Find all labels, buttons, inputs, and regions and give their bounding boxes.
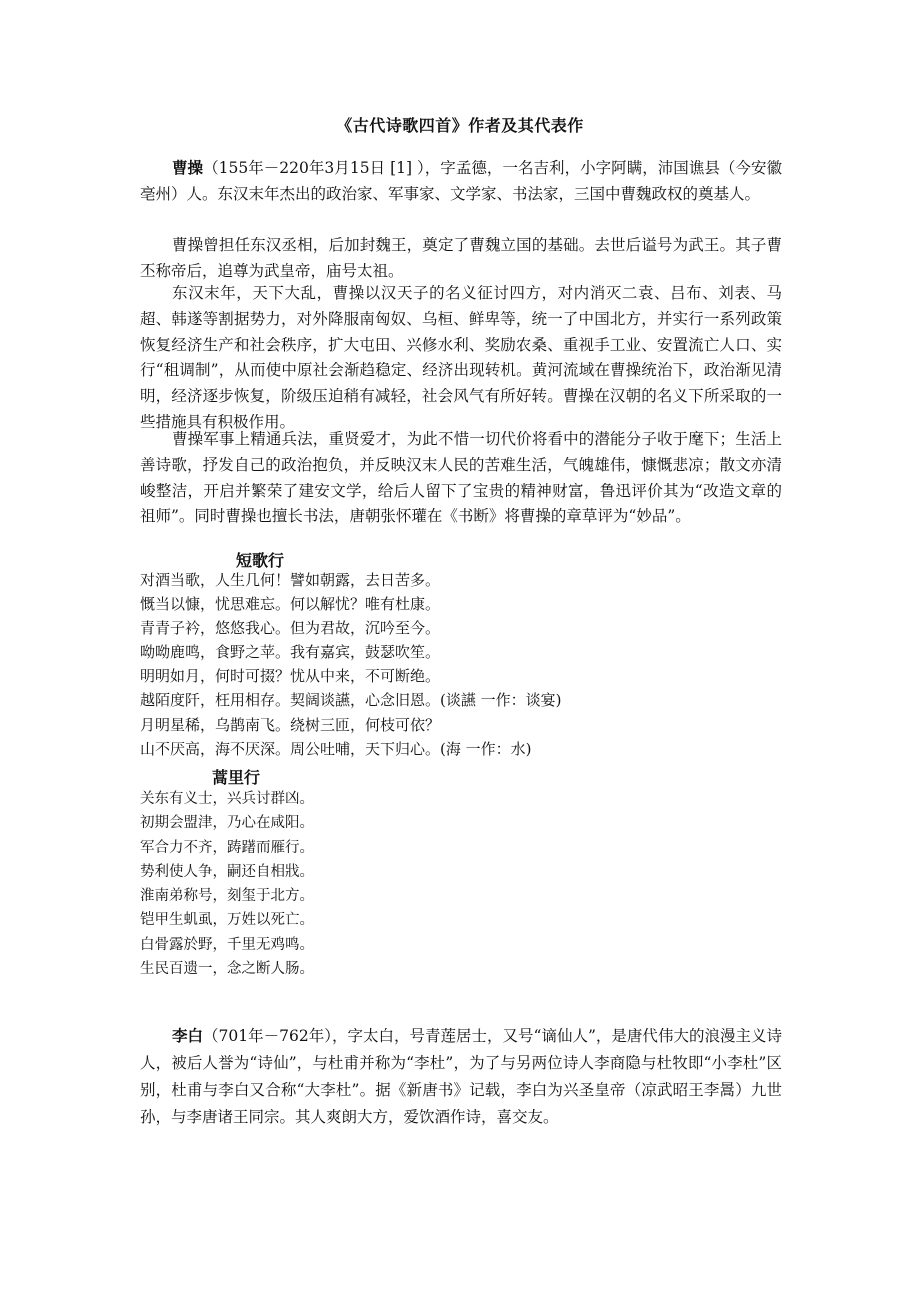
caocao-paragraph-4: 曹操军事上精通兵法，重贤爱才，为此不惜一切代价将看中的潜能分子收于麾下；生活上善诗歌，抒发自己的政治抱负，并反映汉末人民的苦难生活，气魄雄伟，慷慨悲凉；散文亦清峻整洁，开启并繁荣了建安文学，给后人留下了宝贵的精神财富，鲁迅评价其为“改造文章的祖师”。同时曹操也擅长书法，唐朝张怀瓘在《书断》将曹操的章草评为“妙品”。	[140, 430, 782, 526]
libai-intro-paragraph	[140, 1023, 782, 1131]
poem-line: 对酒当歌，人生几何！譬如朝露，去日苦多。	[140, 571, 441, 589]
poem-line: 铠甲生虮虱，万姓以死亡。	[140, 912, 314, 929]
poem-line: 初期会盟津，乃心在咸阳。	[140, 815, 314, 832]
poem-line: 势利使人争，嗣还自相戕。	[140, 863, 314, 880]
libai-name: 李白	[172, 1027, 204, 1045]
poem-line: 越陌度阡，枉用相存。契阔谈讌，心念旧恩。(谈讌 一作：谈宴)	[140, 691, 562, 710]
poem-duangexing	[140, 568, 561, 761]
poem-line: 淮南弟称号，刻玺于北方。	[140, 888, 314, 905]
poem-line: 山不厌高，海不厌深。周公吐哺，天下归心。(海 一作：水)	[140, 739, 532, 758]
caocao-paragraph-3: 东汉末年，天下大乱，曹操以汉天子的名义征讨四方，对内消灭二袁、吕布、刘表、马超、韩遂等割据势力，对外降服南匈奴、乌桓、鲜卑等，统一了中国北方，并实行一系列政策恢复经济生产和社会秩序，扩大屯田、兴修水利、奖励农桑、重视手工业、安置流亡人口、实行“租调制”，从而使中原社会渐趋稳定、经济出现转机。黄河流域在曹操统治下，政治渐见清明，经济逐步恢复，阶级压迫稍有减轻，社会风气有所好转。曹操在汉朝的名义下所采取的一些措施具有积极作用。	[140, 284, 782, 431]
poem-line: 关东有义士，兴兵讨群凶。	[140, 791, 314, 807]
poem-line: 生民百遗一，念之断人肠。	[140, 961, 314, 978]
poem-haolixing	[140, 787, 314, 981]
poem-line: 呦呦鹿鸣，食野之苹。我有嘉宾，鼓瑟吹笙。	[140, 643, 441, 662]
document-title: 《古代诗歌四首》作者及其代表作	[336, 116, 584, 135]
caocao-name: 曹操	[172, 159, 204, 177]
poem-line: 白骨露於野，千里无鸡鸣。	[140, 936, 314, 953]
poem-line: 青青子衿，悠悠我心。但为君故，沉吟至今。	[140, 619, 441, 638]
caocao-paragraph-2: 曹操曾担任东汉丞相，后加封魏王，奠定了曹魏立国的基础。去世后谥号为武王。其子曹丕称帝后，追尊为武皇帝，庙号太祖。	[140, 236, 782, 280]
poem-line: 月明星稀，乌鹊南飞。绕树三匝，何枝可依？	[140, 715, 441, 734]
poem-line: 慨当以慷，忧思难忘。何以解忧？唯有杜康。	[140, 595, 441, 614]
caocao-intro-paragraph	[140, 156, 782, 208]
poem-line: 明明如月，何时可掇？忧从中来，不可断绝。	[140, 667, 441, 686]
poem-title-duangexing: 短歌行	[236, 551, 285, 570]
libai-intro-text: （701年－762年），字太白，号青莲居士，又号“谪仙人”，是唐代伟大的浪漫主义诗人，被后人誉为“诗仙”，与杜甫并称为“李杜”，为了与另两位诗人李商隐与杜牧即“小李杜”区别，杜甫与李白又合称“大李杜”。据《新唐书》记载，李白为兴圣皇帝（凉武昭王李暠）九世孙，与李唐诸王同宗。其人爽朗大方，爱饮酒作诗，喜交友。	[140, 1027, 782, 1126]
caocao-intro-text: （155年－220年3月15日 [1] ），字孟德，一名吉利，小字阿瞒，沛国谯县（今安徽亳州）人。东汉末年杰出的政治家、军事家、文学家、书法家，三国中曹魏政权的奠基人。	[140, 159, 782, 203]
poem-title-haolixing: 蒿里行	[212, 768, 261, 787]
poem-line: 军合力不齐，踌躇而雁行。	[140, 839, 314, 856]
